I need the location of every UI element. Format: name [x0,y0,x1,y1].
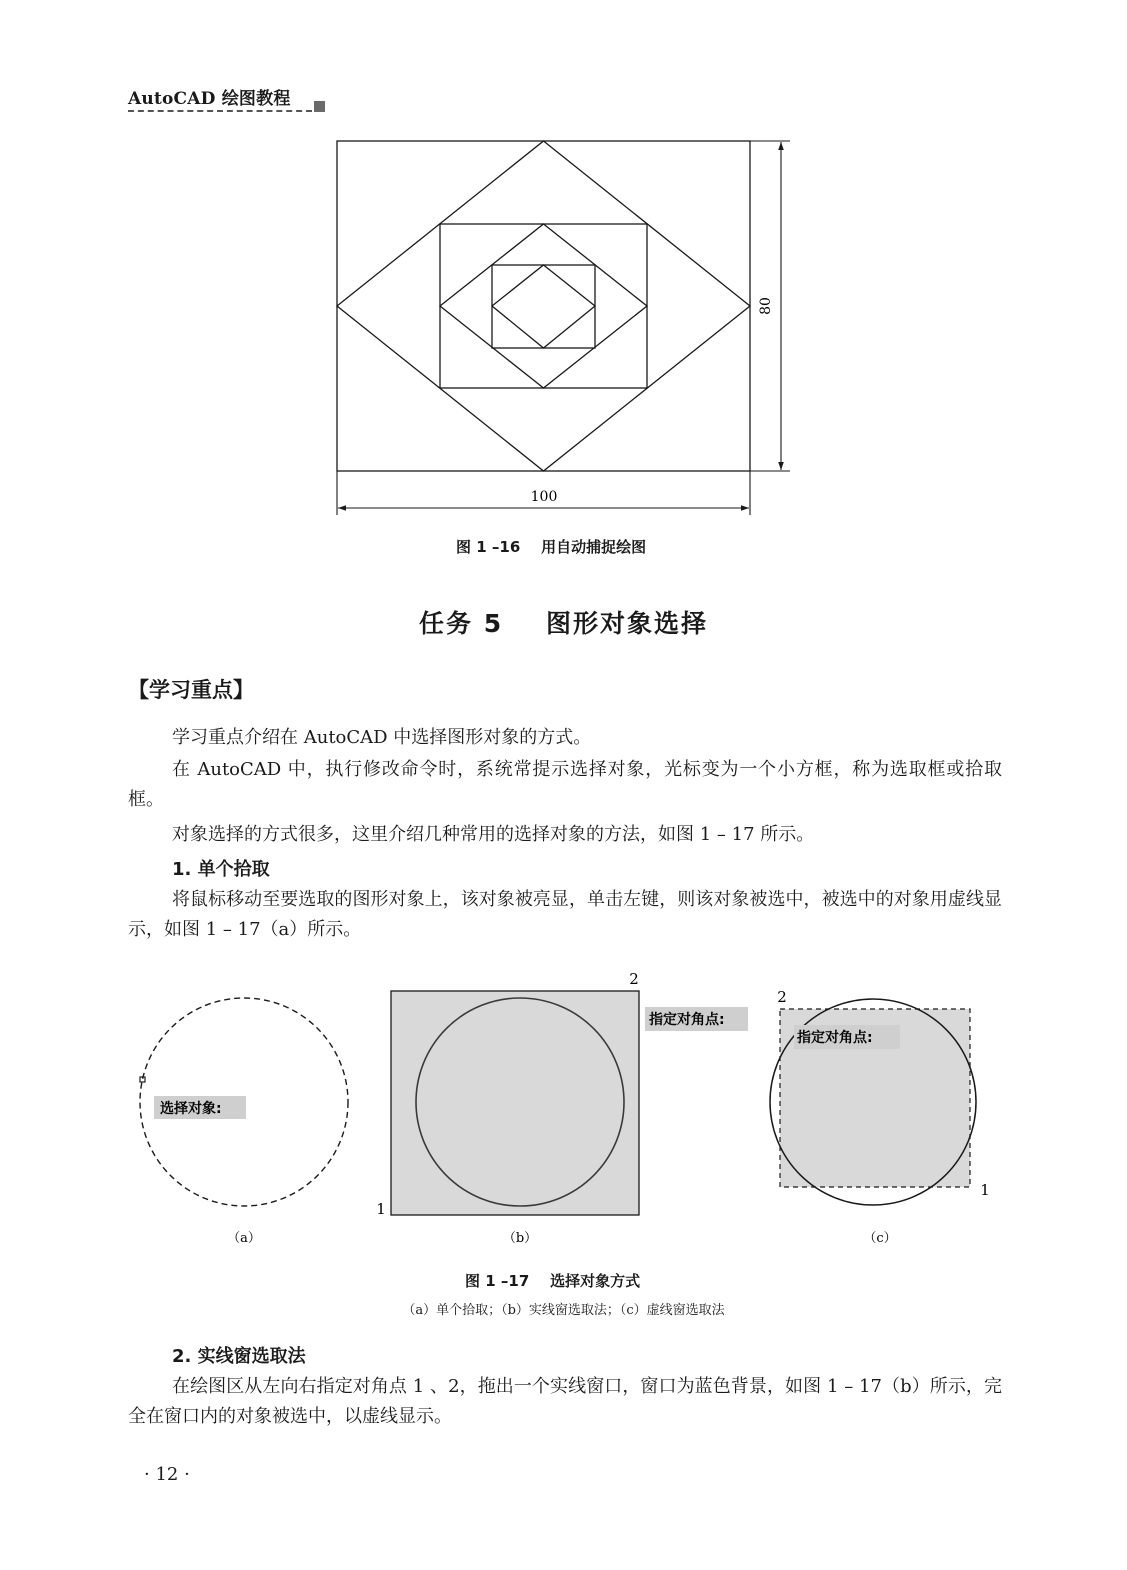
paragraph: 在 AutoCAD 中，执行修改命令时，系统常提示选择对象，光标变为一个小方框，称为选取框或拾取框。 [128,759,1002,810]
panel-a [140,998,348,1246]
paragraph: 将鼠标移动至要选取的图形对象上，该对象被亮显，单击左键，则该对象被选中，被选中的对象用虚线显示，如图 1 – 17（a）所示。 [128,889,1002,940]
inner-rectangle [492,265,595,348]
corner-point-2: 2 [777,988,787,1006]
height-dimension-text: 80 [758,297,774,315]
outer-rectangle [337,141,750,471]
panel-b [376,970,748,1246]
figure-1-16-drawing [300,130,820,530]
figure-1-17-caption: 图 1 –17 选择对象方式 [465,1272,641,1290]
prompt-select-objects: 选择对象: [160,1101,222,1117]
corner-point-2: 2 [629,970,639,988]
corner-point-1: 1 [376,1200,386,1218]
paragraph: 在绘图区从左向右指定对角点 1 、2，拖出一个实线窗口，窗口为蓝色背景，如图 1 – 17（b）所示，完全在窗口内的对象被选中，以虚线显示。 [128,1376,1002,1427]
solid-selection-window [391,991,639,1215]
width-dimension-text: 100 [530,489,558,505]
figure-1-16-caption: 图 1 –16 用自动捕捉绘图 [456,538,647,556]
corner-point-1: 1 [980,1181,990,1199]
section-heading: 【学习重点】 [128,678,254,702]
subsection-heading: 2. 实线窗选取法 [172,1346,306,1367]
page-number: · 12 · [144,1464,190,1485]
paragraph: 对象选择的方式很多，这里介绍几种常用的选择对象的方法，如图 1 – 17 所示。 [172,824,815,845]
paragraph: 学习重点介绍在 AutoCAD 中选择图形对象的方式。 [172,727,592,748]
running-header-title: AutoCAD 绘图教程 [128,89,291,109]
header-square-marker [314,101,325,112]
outer-diamond [337,141,750,471]
panel-c-label: （c） [863,1231,897,1246]
panel-a-label: （a） [227,1231,261,1246]
header-dashed-rule [128,110,312,112]
panel-c [770,988,990,1246]
subsection-heading: 1. 单个拾取 [172,859,270,880]
task-title: 任务 5 图形对象选择 [419,609,708,638]
panel-b-label: （b） [502,1231,538,1246]
figure-1-17-drawing [128,962,1008,1252]
prompt-specify-corner: 指定对角点: [797,1030,873,1046]
prompt-specify-corner: 指定对角点: [649,1012,725,1028]
middle-rectangle [440,224,647,388]
figure-1-17-subcaption: （a）单个拾取；（b）实线窗选取法；（c）虚线窗选取法 [402,1303,725,1318]
middle-diamond [440,224,647,388]
inner-diamond [492,265,595,348]
